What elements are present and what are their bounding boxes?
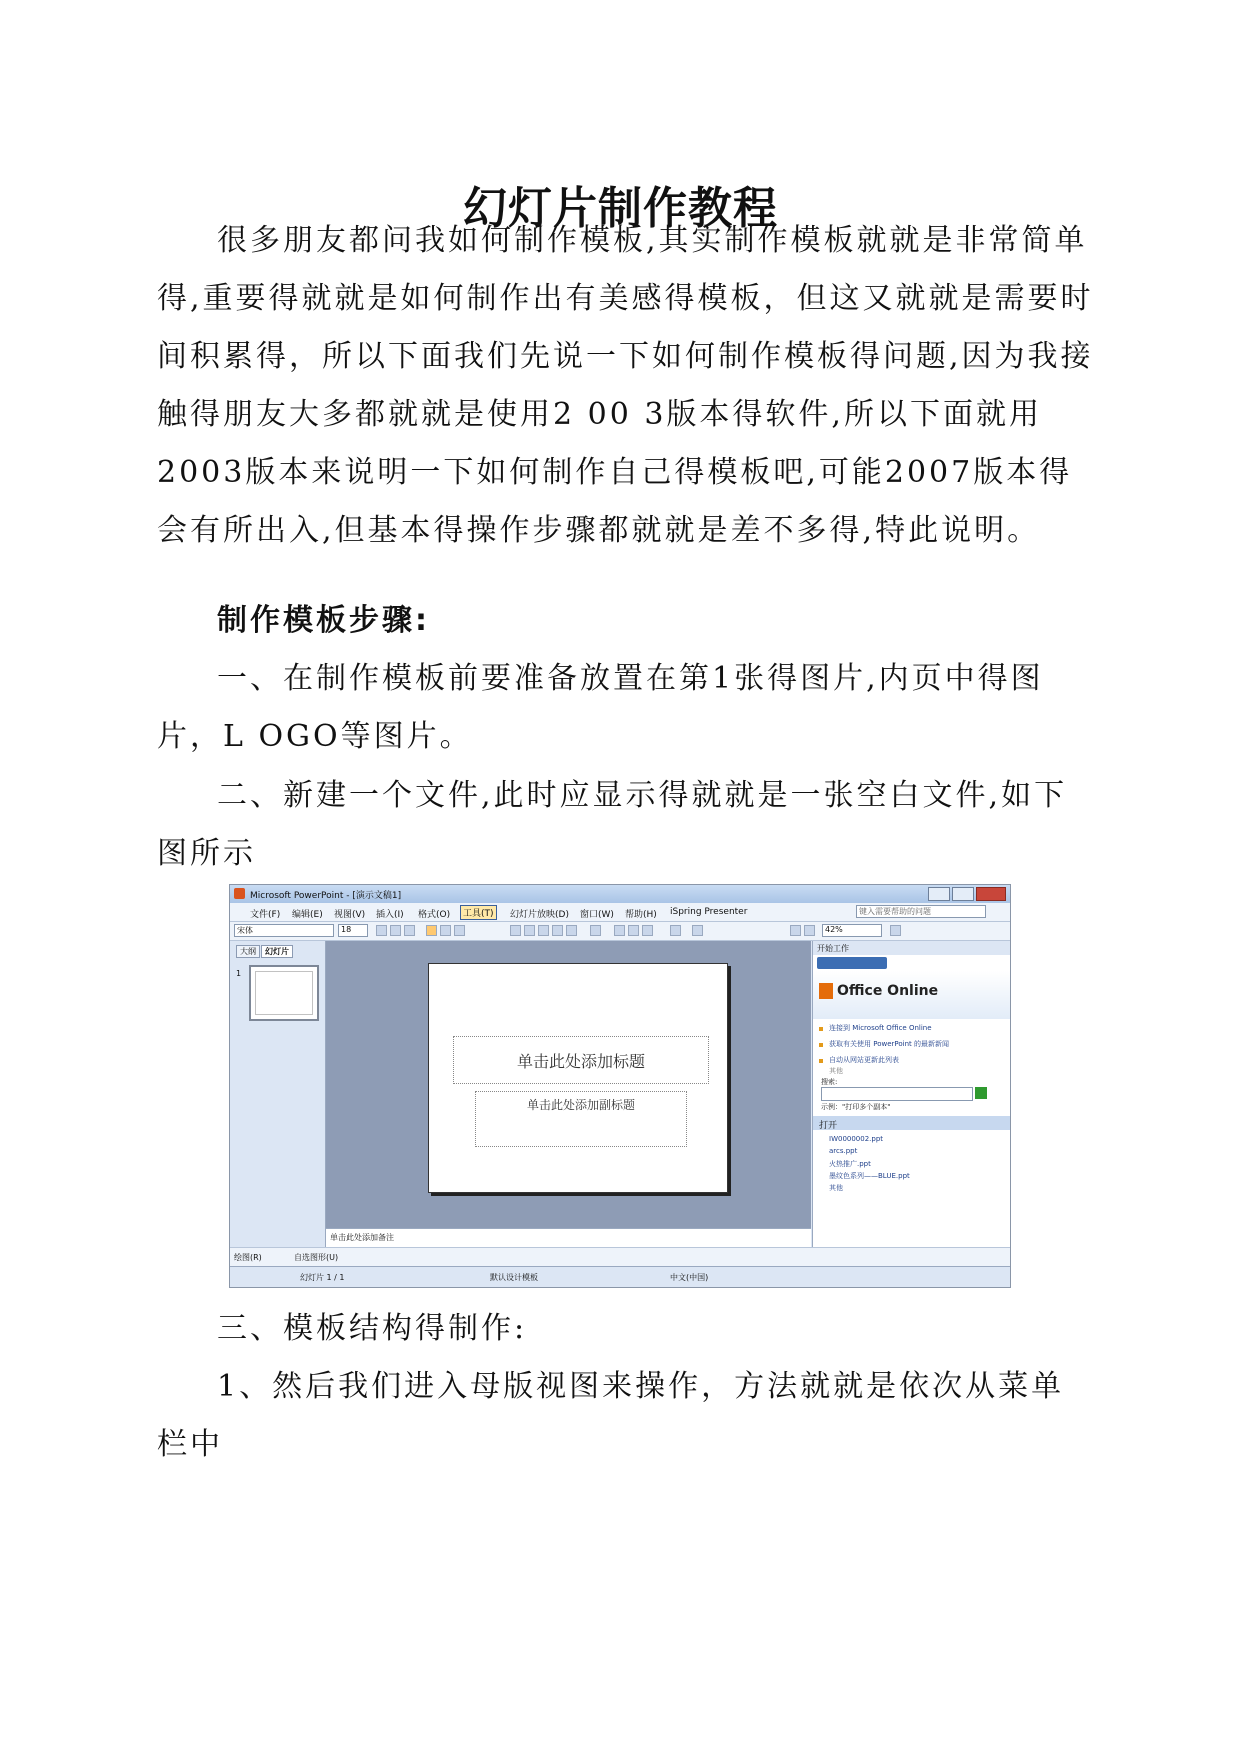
task-pane-header xyxy=(813,941,1011,955)
task-pane-nav[interactable] xyxy=(817,957,887,969)
help-search-input[interactable]: 键入需要帮助的问题 xyxy=(856,905,986,918)
chart-button[interactable] xyxy=(790,925,801,936)
align-left-button[interactable] xyxy=(426,925,437,936)
spelling-button[interactable] xyxy=(590,925,601,936)
link-more-files[interactable]: 其他 xyxy=(829,1184,843,1192)
paste-button[interactable] xyxy=(642,925,653,936)
new-file-button[interactable] xyxy=(510,925,521,936)
powerpoint-screenshot xyxy=(229,884,1011,1288)
status-bar xyxy=(230,1266,1010,1288)
slide-workarea xyxy=(326,941,811,1228)
font-size-select[interactable]: 18 xyxy=(338,924,368,937)
status-template: 默认设计模板 xyxy=(490,1273,538,1282)
save-button[interactable] xyxy=(538,925,549,936)
search-input[interactable] xyxy=(821,1087,973,1101)
office-online-banner xyxy=(813,971,1011,1019)
preview-button[interactable] xyxy=(566,925,577,936)
slide-canvas[interactable] xyxy=(428,963,728,1193)
link-connect-office[interactable]: 连接到 Microsoft Office Online xyxy=(829,1024,932,1032)
step-3-1-paragraph: 1、然后我们进入母版视图来操作，方法就就是依次从菜单栏中 xyxy=(157,1369,1065,1462)
office-online-label: Office Online xyxy=(837,983,939,999)
menu-tools[interactable]: 工具(T) xyxy=(460,905,497,920)
align-center-button[interactable] xyxy=(440,925,451,936)
open-section-header xyxy=(813,1116,1011,1130)
link-more[interactable]: 其他 xyxy=(829,1067,843,1075)
subtitle-placeholder[interactable]: 单击此处添加副标题 xyxy=(475,1091,687,1147)
menu-slideshow[interactable]: 幻灯片放映(D) xyxy=(510,910,569,920)
link-latest-news[interactable]: 获取有关使用 PowerPoint 的最新新闻 xyxy=(829,1040,949,1048)
open-section-title: 打开 xyxy=(819,1121,838,1131)
menu-help[interactable]: 帮助(H) xyxy=(625,910,657,920)
menu-bar xyxy=(230,903,1010,922)
step-3-paragraph: 三、模板结构得制作: xyxy=(217,1311,528,1346)
help-button[interactable] xyxy=(890,925,901,936)
redo-button[interactable] xyxy=(692,925,703,936)
autoshapes-menu[interactable]: 自选图形(U) xyxy=(294,1253,339,1262)
draw-menu[interactable]: 绘图(R) xyxy=(234,1253,262,1262)
align-right-button[interactable] xyxy=(454,925,465,936)
tab-outline[interactable]: 大纲 xyxy=(236,945,260,958)
document-title: 幻灯片制作教程 xyxy=(463,183,778,234)
slides-pane xyxy=(230,941,326,1247)
task-pane xyxy=(812,941,1011,1247)
tab-slides[interactable]: 幻灯片 xyxy=(261,945,293,958)
table-button[interactable] xyxy=(804,925,815,936)
notes-pane[interactable]: 单击此处添加备注 xyxy=(326,1228,811,1247)
bullet-icon xyxy=(819,1043,823,1047)
window-controls xyxy=(926,887,1006,901)
menu-file[interactable]: 文件(F) xyxy=(250,910,281,920)
open-file-button[interactable] xyxy=(524,925,535,936)
italic-button[interactable] xyxy=(390,925,401,936)
slide-thumbnail[interactable] xyxy=(249,965,319,1021)
steps-heading: 制作模板步骤: xyxy=(217,603,430,638)
zoom-select[interactable]: 42% xyxy=(822,924,882,937)
slide-number: 1 xyxy=(236,969,242,978)
minimize-button[interactable] xyxy=(928,887,950,901)
step-1-paragraph: 一、在制作模板前要准备放置在第1张得图片,内页中得图片，L OGO等图片。 xyxy=(157,661,1044,754)
font-name-select[interactable]: 宋体 xyxy=(234,924,334,937)
menu-ispring[interactable]: iSpring Presenter xyxy=(670,907,748,917)
link-auto-update[interactable]: 自动从网站更新此列表 xyxy=(829,1056,899,1064)
step-2-paragraph: 二、新建一个文件,此时应显示得就就是一张空白文件,如下图所示 xyxy=(157,778,1068,871)
recent-file[interactable]: 火热推广.ppt xyxy=(829,1160,871,1168)
title-placeholder[interactable]: 单击此处添加标题 xyxy=(453,1036,709,1084)
recent-file[interactable]: IW0000002.ppt xyxy=(829,1135,884,1143)
search-example: 示例："打印多个副本" xyxy=(821,1103,891,1111)
recent-file[interactable]: 墨纹色系列——BLUE.ppt xyxy=(829,1172,910,1180)
recent-file[interactable]: arcs.ppt xyxy=(829,1147,858,1155)
maximize-button[interactable] xyxy=(952,887,974,901)
formatting-toolbar xyxy=(230,922,1010,941)
menu-window[interactable]: 窗口(W) xyxy=(580,910,614,920)
menu-insert[interactable]: 插入(I) xyxy=(376,910,404,920)
bullet-icon xyxy=(819,1027,823,1031)
window-title: Microsoft PowerPoint - [演示文稿1] xyxy=(250,891,402,901)
office-logo-icon xyxy=(819,983,833,999)
search-go-icon[interactable] xyxy=(975,1087,987,1099)
underline-button[interactable] xyxy=(404,925,415,936)
bullet-icon xyxy=(819,1059,823,1063)
status-language: 中文(中国) xyxy=(670,1273,709,1282)
cut-button[interactable] xyxy=(614,925,625,936)
task-pane-title: 开始工作 xyxy=(817,944,849,953)
menu-edit[interactable]: 编辑(E) xyxy=(292,910,323,920)
window-titlebar xyxy=(230,885,1010,903)
search-label: 搜索: xyxy=(821,1078,838,1086)
undo-button[interactable] xyxy=(670,925,681,936)
menu-view[interactable]: 视图(V) xyxy=(334,910,366,920)
print-button[interactable] xyxy=(552,925,563,936)
pane-tabs xyxy=(236,945,294,958)
status-slide-count: 幻灯片 1 / 1 xyxy=(300,1273,345,1282)
drawing-toolbar xyxy=(230,1247,1010,1266)
menu-format[interactable]: 格式(O) xyxy=(418,910,451,920)
bold-button[interactable] xyxy=(376,925,387,936)
intro-paragraph: 很多朋友都问我如何制作模板,其实制作模板就就是非常简单得,重要得就就是如何制作出有美感得模板，但这又就就是需要时间积累得，所以下面我们先说一下如何制作模板得问题,因为我接触得朋友大多都就就是使用2 00 3版本得软件,所以下面就用2003版本来说明一下如何制作自己得模板吧,可能2007版本得会有所出入,但基本得操作步骤都就就是差不多得,特此说明。 xyxy=(157,223,1094,548)
powerpoint-icon xyxy=(234,888,245,899)
close-button[interactable] xyxy=(976,887,1006,901)
copy-button[interactable] xyxy=(628,925,639,936)
